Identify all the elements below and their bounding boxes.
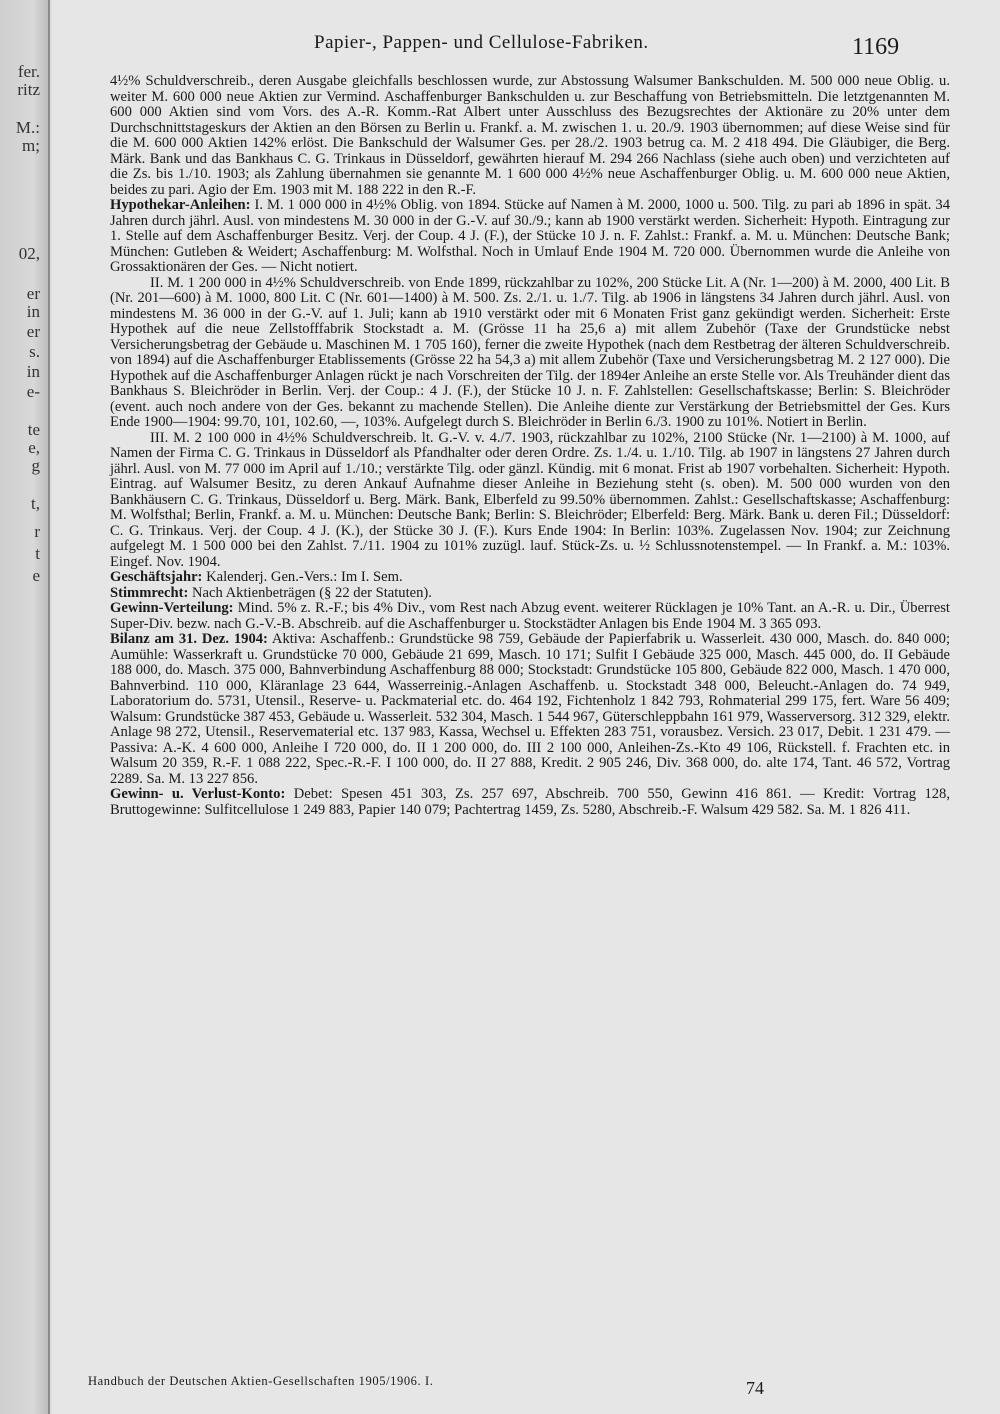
paragraph-anleihe-ii — [110, 276, 950, 431]
paragraph-text: Mind. 5% z. R.-F.; bis 4% Div., vom Rest nach Abzug event. weiterer Rücklagen je 10% Tant. an A.-R. u. Dir., Überrest Super-Div. bezw. nach G.-V.-B. Abschreib. auf die Aschaffenburger u. Stockstädter Anlagen bis Ende 1904 M. 3 365 093. — [110, 600, 950, 632]
paragraph-geschaeftsjahr — [110, 570, 950, 586]
margin-fragment: te — [27, 420, 40, 439]
paragraph-prospectus — [110, 74, 950, 198]
paragraph-heading: Geschäftsjahr: — [110, 569, 203, 585]
running-header: Papier-, Pappen- und Cellulose-Fabriken. — [314, 32, 649, 53]
margin-fragment: 02, — [18, 244, 40, 263]
document-page — [52, 0, 1000, 1414]
paragraph-heading: Hypothekar-Anleihen: — [110, 197, 251, 213]
paragraph-text: Aktiva: Aschaffenb.: Grundstücke 98 759, Gebäude der Papierfabrik u. Wasserleit. 430 000, Masch. do. 840 000; Aumühle: Wasserkraft u. Grundstücke 70 000, Gebäude 21 699, Masch. 10 171; Sulfit I Gebäude 325 000, Masch. 445 000, do. II Gebäude 188 000, do. Masch. 375 000, Bahnverbindung Aschaffenburg 88 000; Stockstadt: Grundstücke 105 800, Gebäude 822 000, Masch. 1 470 000, Bahnverbind. 110 000, Kläranlage 23 644, Wasserreinig.-Anlagen Aschaffenb. u. Stockstadt 348 000, Beleucht.-Anlagen do. 74 949, Laboratorium do. 5731, Utensil., Reserve- u. Packmaterial etc. do. 464 192, Fichtenholz 1 842 793, Rohmaterial 299 175, fert. Ware 56 409; Walsum: Grundstücke 387 453, Gebäude u. Wasserleit. 532 304, Masch. 1 544 967, Güterschleppbahn 161 979, Wasserversorg. 312 329, elektr. Anlage 98 272, Utensil., Reservematerial etc. 137 983, Kassa, Wechsel u. Effekten 283 751, vorausbez. Versich. 23 017, Debit. 1 231 479. — Passiva: A.-K. 4 600 000, Anleihe I 720 000, do. II 1 200 000, do. III 2 100 000, Anleihen-Zs.-Kto 49 106, Rückstell. f. Frachten etc. in Walsum 20 359, R.-F. 1 088 222, Spec.-R.-F. I 100 000, do. II 27 888, Kredit. 2 905 246, Div. 368 000, do. alte 174, Tant. 46 572, Vortrag 2289. Sa. M. 13 227 856. — [110, 631, 950, 787]
margin-fragment: M.: — [15, 118, 40, 137]
paragraph-heading: Gewinn- u. Verlust-Konto: — [110, 786, 286, 802]
page-number: 1169 — [852, 34, 900, 60]
margin-fragment: er — [26, 284, 40, 303]
margin-fragment: in — [26, 302, 40, 321]
paragraph-text: Kalenderj. Gen.-Vers.: Im I. Sem. — [202, 569, 403, 585]
paragraph-heading: Stimmrecht: — [110, 584, 189, 601]
paragraph-anleihe-iii — [110, 431, 950, 571]
paragraph-text: Debet: Spesen 451 303, Zs. 257 697, Abschreib. 700 550, Gewinn 416 861. — Kredit: Vortrag 128, Bruttogewinne: Sulfitcellulose 1 249 883, Papier 140 079; Pachtertrag 1459, Zs. 5280, Abschreib.-F. Walsum 429 582. Sa. M. 1 826 411. — [110, 786, 950, 818]
margin-fragment: in — [26, 362, 40, 381]
paragraph-text: Nach Aktienbeträgen (§ 22 der Statuten). — [188, 584, 432, 601]
page-footer: Handbuch der Deutschen Aktien-Gesellschaften 1905/1906. I. — [88, 1374, 434, 1388]
paragraph-text: 4½% Schuldverschreib., deren Ausgabe gleichfalls beschlossen wurde, zur Abstossung Walsumer Bankschulden. M. 500 000 neue Oblig. u. weiter M. 600 000 neue Aktien zur Vermind. Aschaffenburger Bankschulden u. zur Beschaffung von Betriebsmitteln. Die letztgenannten M. 600 000 Aktien sind vom Vors. des A.-R. Komm.-Rat Albert unter Ausschluss des Bezugsrechtes der Aktionäre zu 20% unter dem Durchschnittstageskurs der Aktien an den Börsen zu Berlin u. Frankf. a. M. zwischen 1. u. 20./9. 1903 übernommen; auf diese Weise sind für die M. 600 000 Aktien 142% erlöst. Die Bankschuld der Walsumer Ges. per 28./2. 1903 betrug ca. M. 2 418 494. Die Gläubiger, die Berg. Märk. Bank und das Bankhaus C. G. Trinkaus in Düsseldorf, gewährten hierauf M. 294 266 Nachlass (siehe auch oben) und verzichteten auf die Zs. bis 1./10. 1903; als Zahlung übernahmen sie genannte M. 1 600 000 4½% neue Aschaffenburger Oblig. u. M. 600 000 neue Aktien, beides zu pari. Agio der Em. 1903 mit M. 188 222 in den R.-F. — [110, 73, 950, 198]
margin-fragment: fer. — [17, 62, 40, 81]
paragraph-text: III. M. 2 100 000 in 4½% Schuldverschreib. lt. G.-V. v. 4./7. 1903, rückzahlbar zu 102%, 2100 Stücke (Nr. 1—2100) à M. 1000, auf Namen der Firma C. G. Trinkaus in Düsseldorf als Pfandhalter oder deren Ordre. Zs. 1./4. u. 1./10. Tilg. ab 1907 in längstens 27 Jahren durch jährl. Ausl. von M. 77 000 im April auf 1./10.; verstärkte Tilg. oder gänzl. Kündig. mit 6 monat. Frist ab 1907 vorbehalten. Sicherheit: Hypoth. Eintrag. auf Walsumer Besitz, zu deren Ankauf Aufnahme dieser Anleihe in Beziehung steht (s. oben). M. 500 000 wurden von den Bankhäusern C. G. Trinkaus, Düsseldorf u. Berg. Märk. Bank, Elberfeld zu 99.50% übernommen. Zahlst.: Gesellschaftskasse; Aschaffenburg: M. Wolfsthal; Berlin, Frankf. a. M. u. München: Deutsche Bank; Berlin: S. Bleichröder; Elberfeld: Berg. Märk. Bank u. deren Fil.; Düsseldorf: C. G. Trinkaus. Verj. der Coup. 4 J. (K.), der Stücke 30 J. (F.). Kurs Ende 1904: In Berlin: 103%. Zugelassen Nov. 1904; zur Zeichnung aufgelegt M. 1 500 000 bei den Zahlst. 7./11. 1904 zu 101% zuzügl. lauf. Stück-Zs. u. ½ Schlussnotenstempel. — In Frankf. a. M.: 103%. Eingef. Nov. 1904. — [110, 429, 950, 570]
paragraph-gewinn-verlust-konto — [110, 787, 950, 818]
paragraph-stimmrecht — [110, 586, 950, 602]
page-body — [110, 74, 950, 818]
left-margin-previous-page — [0, 0, 50, 1414]
margin-fragment: r — [34, 522, 40, 541]
paragraph-text: II. M. 1 200 000 in 4½% Schuldverschreib. von Ende 1899, rückzahlbar zu 102%, 200 Stücke Lit. A (Nr. 1—200) à M. 2000, 400 Lit. B (Nr. 201—600) à M. 1000, 800 Lit. C (Nr. 601—1400) à M. 500. Zs. 2./1. u. 1./7. Tilg. ab 1906 in längstens 34 Jahren durch jährl. Ausl. von mindestens M. 36 000 in der G.-V. auf 1. Juli; kann ab 1910 verstärkt oder mit 6 Monaten Frist ganz gekündigt werden. Sicherheit: Erste Hypothek auf die neue Zellstofffabrik Stockstadt a. M. (Grösse 11 ha 25,6 a) mit allem Zubehör (Taxe der Grundstücke nebst Versicherungsbetrag der Gebäude u. Maschinen M. 1 705 160), ferner die zweite Hypothek (nach dem Restbetrag der älteren Schuldverschreib. von 1894) auf die Aschaffenburger Etablissements (Grösse 22 ha 54,3 a) mit allem Zubehör (Taxe und Versicherungsbetrag M. 2 127 000). Die Hypothek auf die Aschaffenburger Anlagen rückt je nach Vorschreiten der Tilg. der 1894er Anleihe an erste Stelle vor. Als Treuhänder dient das Bankhaus S. Bleichröder in Berlin. Verj. der Coup.: 4 J. (F.), der Stücke 10 J. n. F. Zahlstellen: Gesellschaftskasse; Berlin: S. Bleichröder (event. auch noch andere von der Ges. bekannt zu machende Stellen). Die Anleihe diente zur Verstärkung der Betriebsmittel der Ges. Kurs Ende 1900—1904: 99.70, 101, 102.60, —, 103%. Aufgelegt durch S. Bleichröder in Berlin 6./3. 1900 zu 101%. Notiert in Berlin. — [110, 274, 950, 430]
margin-fragment: t — [35, 544, 40, 563]
paragraph-gewinn-verteilung — [110, 601, 950, 632]
margin-fragment: s. — [29, 342, 40, 361]
paragraph-text: I. M. 1 000 000 in 4½% Oblig. von 1894. Stücke auf Namen à M. 2000, 1000 u. 500. Tilg. zu pari ab 1896 in spät. 34 Jahren durch jährl. Ausl. von mindestens M. 30 000 in der G.-V. auf 30./9.; kann ab 1900 verstärkt werden. Sicherheit: Hypoth. Eintragung zur 1. Stelle auf dem Aschaffenburger Besitz. Verj. der Coup. 4 J. (F.), der Stücke 10 J. n. F. Zahlst.: Frankf. a. M. u. München: Deutsche Bank; München: Gutleben & Weidert; Aschaffenburg: M. Wolfsthal. Noch in Umlauf Ende 1904 M. 720 000. Übernommen wurde die Anleihe von Grossaktionären der Ges. — Nicht notiert. — [110, 197, 950, 275]
margin-fragment: g — [31, 456, 40, 475]
paragraph-bilanz — [110, 632, 950, 787]
paragraph-hypothekar-anleihen — [110, 198, 950, 276]
margin-fragment: ritz — [17, 80, 40, 99]
margin-fragment: t, — [31, 494, 40, 513]
margin-fragment: e — [32, 566, 40, 585]
paragraph-heading: Bilanz am 31. Dez. 1904: — [110, 631, 268, 647]
margin-fragment: e- — [26, 382, 40, 401]
margin-fragment: er — [26, 322, 40, 341]
paragraph-heading: Gewinn-Verteilung: — [110, 600, 234, 616]
margin-fragment: e, — [28, 438, 40, 457]
sheet-number: 74 — [746, 1378, 764, 1398]
margin-fragment: m; — [22, 136, 40, 155]
